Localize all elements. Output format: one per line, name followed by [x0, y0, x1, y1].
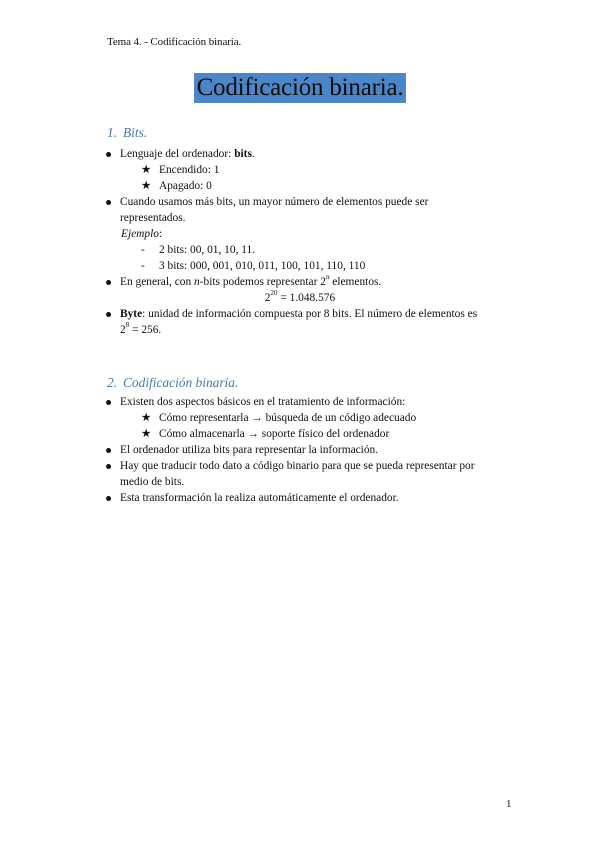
list-item: [120, 146, 512, 162]
bullet-text: En general, con: [120, 276, 195, 288]
section-1-title: Bits.: [123, 125, 148, 140]
sub-list-item: [141, 426, 389, 442]
bullet-text: : unidad de información compuesta por 8 bits. El número de elementos es: [142, 308, 478, 320]
bullet-icon: [106, 448, 111, 453]
list-item: Esta transformación la realiza automáticamente el ordenador.: [120, 492, 399, 504]
star-icon: ★: [141, 164, 152, 176]
list-item: [120, 458, 512, 490]
section-2-title: Codificación binaria.: [123, 375, 239, 390]
bullet-text: Lenguaje del ordenador:: [120, 148, 235, 160]
sub-item-text: Encendido: 1: [159, 164, 220, 176]
section-1-number: 1.: [107, 125, 118, 140]
example-text: 2 bits: 00, 01, 10, 11.: [159, 244, 256, 256]
sub-item-text: Apagado: 0: [159, 180, 212, 192]
bullet-text-suffix: .: [251, 148, 255, 160]
exponent: n: [325, 273, 330, 282]
formula-base: 2: [264, 292, 271, 304]
bullet-text-line: medio de bits.: [120, 476, 185, 488]
example-item: [141, 258, 365, 274]
sub-list-item: [141, 410, 416, 426]
example-label: [121, 226, 162, 242]
dash-icon: -: [141, 260, 145, 272]
section-2-heading: [107, 375, 238, 391]
example-item: [141, 242, 255, 258]
bold-term: Byte: [120, 308, 143, 320]
sub-item-text: Cómo representarla → búsqueda de un código adecuado: [159, 412, 417, 424]
bullet-icon: [106, 464, 111, 469]
power-base: 2: [120, 324, 126, 336]
bullet-text-line: representados.: [120, 212, 186, 224]
example-colon: :: [158, 228, 163, 240]
bullet-icon: [106, 200, 111, 205]
list-item: [120, 306, 512, 338]
power-exponent: 8: [125, 321, 130, 330]
bullet-icon: [106, 400, 111, 405]
sub-item-text: Cómo almacenarla → soporte físico del ordenador: [159, 428, 390, 440]
section-1-heading: [107, 125, 147, 141]
bullet-text-suffix: elementos.: [329, 276, 382, 288]
title-container: [0, 73, 600, 103]
bold-term: bits: [234, 148, 252, 160]
bullet-icon: [106, 280, 111, 285]
sub-list-item: [141, 178, 212, 194]
example-label-text: Ejemplo: [121, 228, 159, 240]
list-item: [120, 274, 512, 290]
list-item: El ordenador utiliza bits para representar la información.: [120, 444, 379, 456]
bullet-icon: [106, 312, 111, 317]
bullet-text-line: Hay que traducir todo dato a código binario para que se pueda representar por: [120, 460, 475, 472]
formula-exponent: 20: [270, 289, 278, 298]
star-icon: ★: [141, 428, 152, 440]
bullet-text-line: Cuando usamos más bits, un mayor número de elementos puede ser: [120, 196, 429, 208]
formula-result: = 1.048.576: [277, 292, 336, 304]
section-2-number: 2.: [107, 375, 118, 390]
list-item: Existen dos aspectos básicos en el tratamiento de información:: [120, 396, 406, 408]
star-icon: ★: [141, 412, 152, 424]
star-icon: ★: [141, 180, 152, 192]
bullet-icon: [106, 152, 111, 157]
variable-n: n: [194, 276, 200, 288]
example-text: 3 bits: 000, 001, 010, 011, 100, 101, 110, 110: [159, 260, 366, 272]
page-header: Tema 4. - Codificación binaria.: [107, 36, 242, 48]
formula: [0, 290, 600, 306]
bullet-text-mid: -bits podemos representar 2: [199, 276, 326, 288]
list-item: [120, 194, 512, 226]
page-number: 1: [506, 798, 512, 810]
sub-list-item: [141, 162, 219, 178]
bullet-icon: [106, 496, 111, 501]
power-result: = 256.: [129, 324, 162, 336]
page-title: Codificación binaria.: [194, 73, 407, 103]
dash-icon: -: [141, 244, 145, 256]
